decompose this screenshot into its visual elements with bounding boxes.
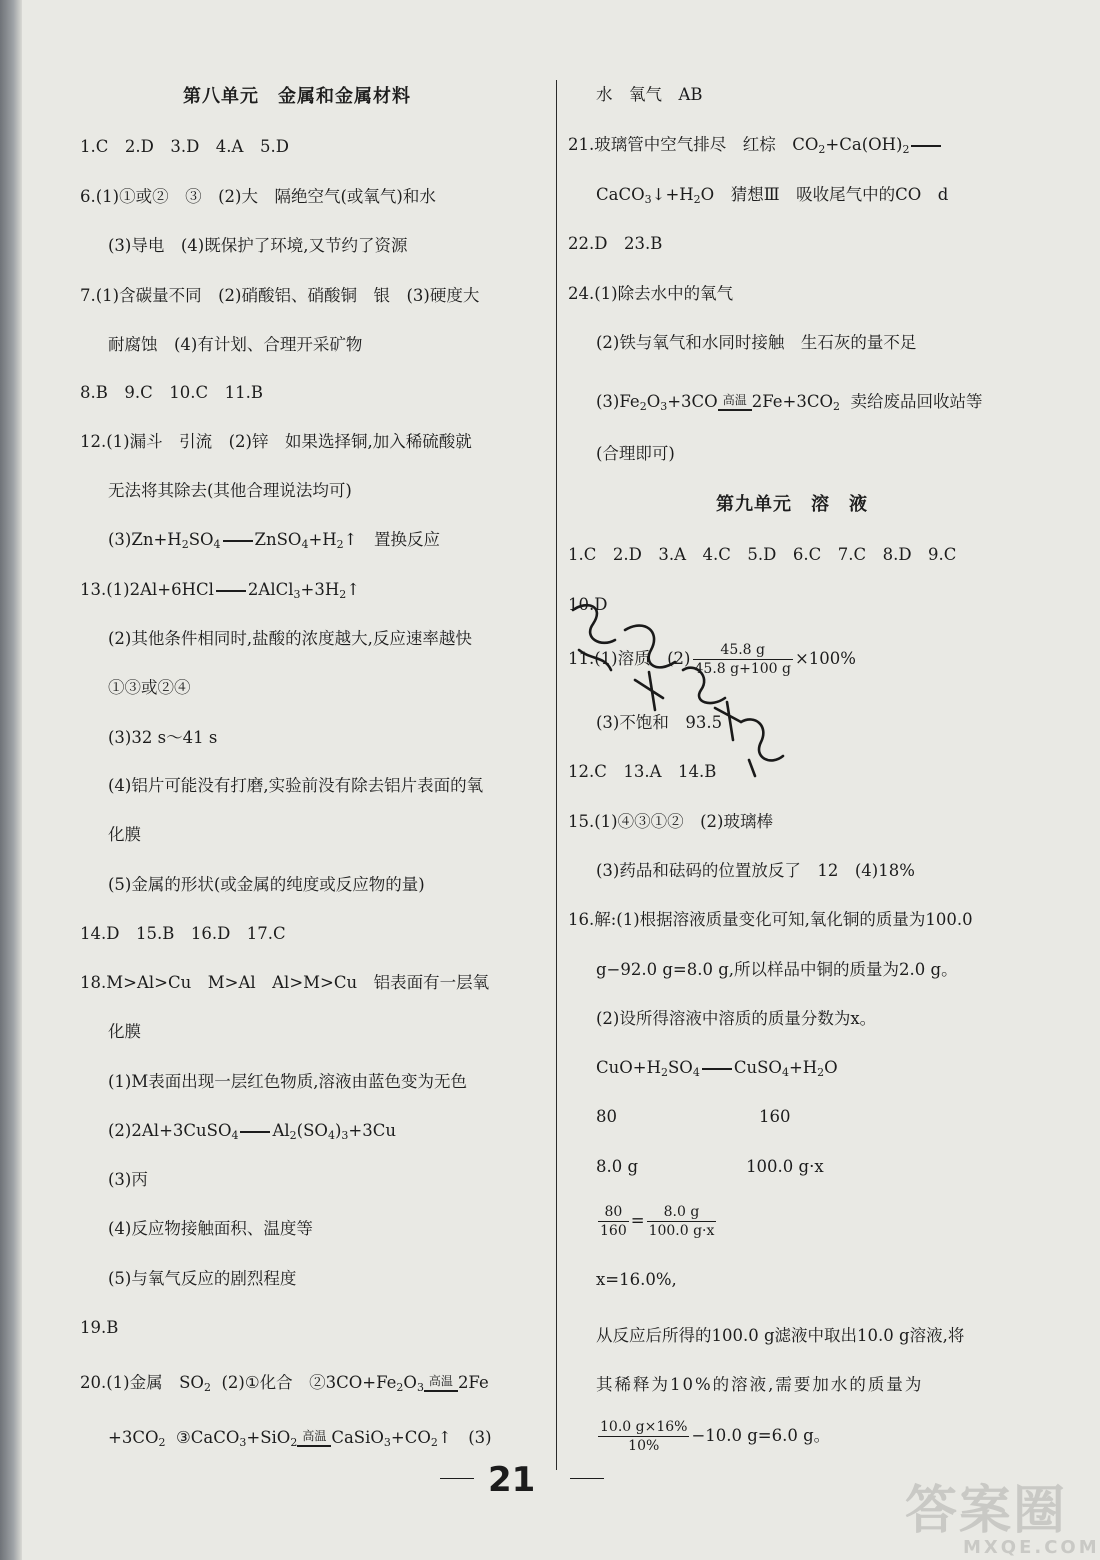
condition-arrow: 高温 xyxy=(718,394,752,411)
equation-line: $CaCO_3↓+H_2O$ 猜想Ⅲ 吸收尾气中的CO d xyxy=(596,185,949,206)
answer-line: 水 氧气 AB xyxy=(596,85,703,104)
equation-line: $+3CO_2$ ③CaCO$_3$+SiO$_2$ 高温 $CaSiO_3+CO_2↑$ (3) xyxy=(108,1428,492,1449)
watermark-logo: 答案圈 MXQE.COM xyxy=(905,1481,1100,1558)
page-number-dash xyxy=(440,1478,474,1479)
equation-line: $CuO+H_2SO_4$ $CuSO_4+H_2O$ xyxy=(596,1058,838,1079)
condition-arrow: 高温 xyxy=(424,1375,458,1392)
equation-line: $(3)Fe_2O_3+3CO$ 高温 $2Fe+3CO_2$ 卖给废品回收站等 xyxy=(596,392,983,413)
condition-arrow: 高温 xyxy=(297,1430,331,1447)
answer-line: (3)药品和砝码的位置放反了 12 (4)18% xyxy=(596,861,915,880)
answer-line: 16.解:(1)根据溶液质量变化可知,氧化铜的质量为100.0 xyxy=(568,910,973,929)
answer-line: (5)与氧气反应的剧烈程度 xyxy=(108,1269,297,1288)
answer-line: 其稀释为10%的溶液,需要加水的质量为 xyxy=(596,1375,924,1394)
page-number: 21 xyxy=(488,1460,536,1500)
answer-line: 从反应后所得的100.0 g滤液中取出10.0 g溶液,将 xyxy=(596,1326,965,1345)
answer-line: 8.B 9.C 10.C 11.B xyxy=(80,383,263,402)
equation-line: (2)2Al+3CuSO$_4$ $Al_2(SO_4)_3+3Cu$ xyxy=(108,1121,396,1142)
answer-line: (3)丙 xyxy=(108,1170,148,1189)
mass-ratio-line: 8.0 g 100.0 g·x xyxy=(596,1157,824,1176)
answer-line: 19.B xyxy=(80,1318,119,1337)
fraction: $\frac{10.0 g\times 16\%}{10\%}$ xyxy=(600,1419,688,1454)
equation-line: 21.玻璃管中空气排尽 红棕 $CO_2+Ca(OH)_2$ xyxy=(568,132,943,158)
answer-line: (4)铝片可能没有打磨,实验前没有除去铝片表面的氧 xyxy=(108,776,484,795)
answer-line: 无法将其除去(其他合理说法均可) xyxy=(108,481,352,500)
equation-line: 20.(1)金属 $SO_2$ (2)①化合 $②3CO+Fe_2O_3$ 高温 2Fe xyxy=(80,1373,489,1394)
answer-line: 化膜 xyxy=(108,825,141,844)
answer-line: (2)铁与氧气和水同时接触 生石灰的量不足 xyxy=(596,333,917,352)
answer-line: 耐腐蚀 (4)有计划、合理开采矿物 xyxy=(108,335,363,354)
equation-line: $(3)Zn+H_2SO_4$ $ZnSO_4+H_2↑$ 置换反应 xyxy=(108,530,440,551)
answer-line: (2)设所得溶液中溶质的质量分数为x。 xyxy=(596,1009,877,1028)
answer-line: g−92.0 g=8.0 g,所以样品中铜的质量为2.0 g。 xyxy=(596,960,958,979)
answer-line: (2)其他条件相同时,盐酸的浓度越大,反应速率越快 xyxy=(108,629,472,648)
answer-line: ①③或②④ xyxy=(108,678,191,697)
answer-line: (合理即可) xyxy=(596,444,675,463)
answer-line: 1.C 2.D 3.A 4.C 5.D 6.C 7.C 8.D 9.C xyxy=(568,545,957,564)
answer-line: 14.D 15.B 16.D 17.C xyxy=(80,924,286,943)
answer-line: 1.C 2.D 3.D 4.A 5.D xyxy=(80,137,289,156)
equation-line: $\frac{10.0 g\times 16\%}{10\%}$ −10.0 g=6.0 g。 xyxy=(600,1419,831,1454)
answer-line: 6.(1)①或② ③ (2)大 隔绝空气(或氧气)和水 xyxy=(80,187,436,206)
answer-line: 22.D 23.B xyxy=(568,234,663,253)
page-number-dash xyxy=(570,1478,604,1479)
equation-line: $\frac{80}{160}$ = $\frac{8.0 g}{100.0 g\cdot x}$ xyxy=(600,1204,715,1239)
answer-line: 化膜 xyxy=(108,1022,141,1041)
answer-line: (3)导电 (4)既保护了环境,又节约了资源 xyxy=(108,236,408,255)
answer-line: 15.(1)④③①② (2)玻璃棒 xyxy=(568,812,773,831)
answer-line: (5)金属的形状(或金属的纯度或反应物的量) xyxy=(108,875,425,894)
answer-line: x=16.0%, xyxy=(596,1270,677,1289)
unit9-title: 第九单元 溶 液 xyxy=(716,494,868,515)
equation-line: 11.(1)溶质 (2) $\frac{45.8 g}{45.8 g+100 g}$ ×100% xyxy=(568,642,856,677)
answer-line: (3)32 s～41 s xyxy=(108,728,218,747)
equation-line: 13.(1)2Al+6HCl $2AlCl_3+3H_2↑$ xyxy=(80,580,361,601)
fraction: $\frac{80}{160}$ xyxy=(600,1204,627,1239)
answer-line: 18.M>Al>Cu M>Al Al>M>Cu 铝表面有一层氧 xyxy=(80,973,490,992)
page-binding-edge xyxy=(0,0,22,1560)
answer-line: 12.C 13.A 14.B xyxy=(568,762,717,781)
answer-line: (1)M表面出现一层红色物质,溶液由蓝色变为无色 xyxy=(108,1072,468,1091)
answer-line: (4)反应物接触面积、温度等 xyxy=(108,1219,313,1238)
answer-line: 24.(1)除去水中的氧气 xyxy=(568,284,734,303)
unit8-title: 第八单元 金属和金属材料 xyxy=(183,86,411,107)
mass-ratio-line: 80 160 xyxy=(596,1107,791,1126)
answer-line: (3)不饱和 93.5 xyxy=(596,713,723,732)
answer-line: 12.(1)漏斗 引流 (2)锌 如果选择铜,加入稀硫酸就 xyxy=(80,432,472,451)
answer-line: 10.D xyxy=(568,595,608,614)
answer-line: 7.(1)含碳量不同 (2)硝酸铝、硝酸铜 银 (3)硬度大 xyxy=(80,286,480,305)
fraction: $\frac{8.0 g}{100.0 g\cdot x}$ xyxy=(648,1204,715,1239)
fraction: $\frac{45.8 g}{45.8 g+100 g}$ xyxy=(694,642,791,677)
handwriting-scribble xyxy=(565,590,795,790)
column-divider xyxy=(556,80,557,1470)
